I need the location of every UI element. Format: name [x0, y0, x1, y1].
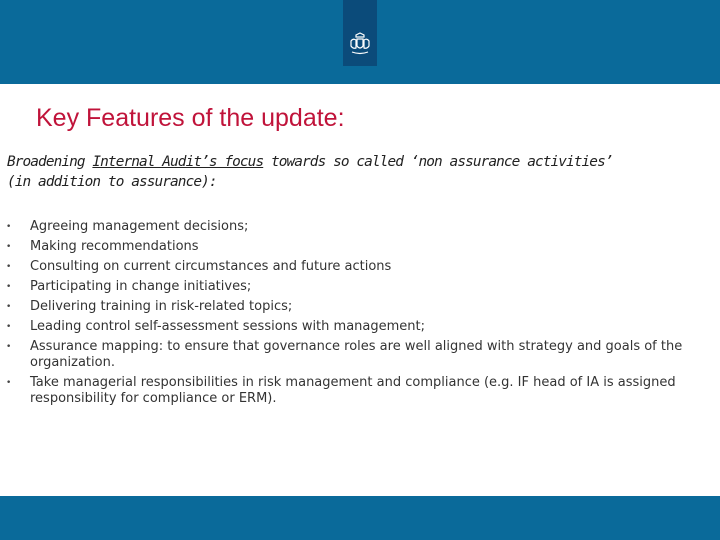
list-item-text: Consulting on current circumstances and future actions	[30, 259, 392, 274]
bullet-icon: •	[6, 222, 12, 232]
list-item-text: Assurance mapping: to ensure that governance roles are well aligned with strategy and goals of the organization.	[30, 339, 683, 370]
bullet-icon: •	[6, 302, 12, 312]
bullet-icon: •	[6, 262, 12, 272]
slide-title: Key Features of the update:	[36, 104, 345, 132]
intro-text	[7, 152, 713, 192]
list-item-text: Making recommendations	[30, 239, 199, 254]
header-bar	[0, 0, 720, 84]
bullet-icon: •	[6, 342, 12, 352]
intro-line2: (in addition to assurance):	[7, 174, 217, 190]
list-item-text: Agreeing management decisions;	[30, 219, 249, 234]
footer-bar	[0, 496, 720, 540]
intro-underlined: Internal Audit’s focus	[92, 154, 264, 170]
intro-part1: Broadening	[7, 154, 93, 170]
bullet-icon: •	[6, 322, 12, 332]
list-item	[6, 375, 712, 407]
list-item	[6, 319, 712, 335]
bullet-icon: •	[6, 378, 12, 388]
list-item	[6, 259, 712, 275]
list-item	[6, 339, 712, 371]
intro-part2: towards so called ‘non assurance activities’	[263, 154, 613, 170]
list-item	[6, 299, 712, 315]
list-item-text: Leading control self-assessment sessions with management;	[30, 319, 425, 334]
list-item-text: Participating in change initiatives;	[30, 279, 252, 294]
bullet-list	[6, 219, 712, 411]
list-item	[6, 239, 712, 255]
coat-of-arms-icon	[348, 32, 372, 56]
list-item-text: Delivering training in risk-related topics;	[30, 299, 293, 314]
logo-box	[343, 0, 377, 66]
bullet-icon: •	[6, 282, 12, 292]
list-item	[6, 279, 712, 295]
list-item	[6, 219, 712, 235]
list-item-text: Take managerial responsibilities in risk management and compliance (e.g. IF head of IA is assigned responsibility for compliance or ERM).	[30, 375, 676, 406]
bullet-icon: •	[6, 242, 12, 252]
